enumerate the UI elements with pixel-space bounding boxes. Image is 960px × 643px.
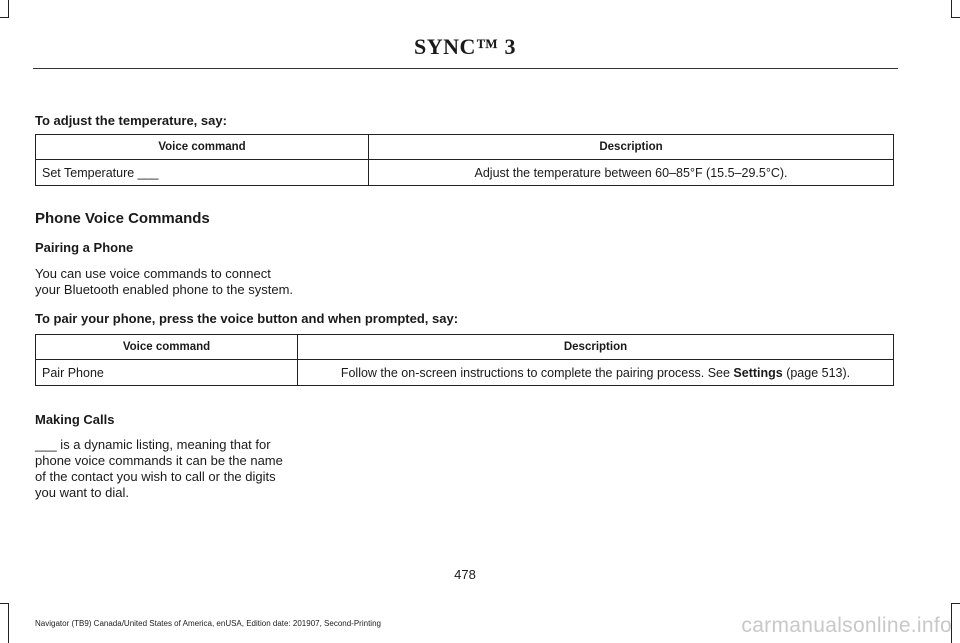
page-reference: (page 513). bbox=[782, 365, 851, 380]
crop-mark-top-left-v bbox=[8, 0, 9, 18]
calls-text-line-2: phone voice commands it can be the name bbox=[35, 453, 283, 468]
subheading-pairing: Pairing a Phone bbox=[35, 240, 134, 255]
pairing-text-line-1: You can use voice commands to connect bbox=[35, 266, 271, 281]
header-rule bbox=[33, 68, 898, 69]
temperature-command-table bbox=[35, 134, 894, 186]
column-header-voice-command: Voice command bbox=[36, 135, 369, 160]
crop-mark-bottom-right-h bbox=[951, 603, 960, 604]
crop-mark-top-right-v bbox=[951, 0, 952, 18]
crop-mark-top-right-h bbox=[951, 17, 960, 18]
column-header-description: Description bbox=[369, 135, 894, 160]
table-row bbox=[36, 160, 894, 186]
calls-text-line-3: of the contact you wish to call or the digits bbox=[35, 469, 276, 484]
calls-text-line-4: you want to dial. bbox=[35, 485, 129, 500]
page-header-title: SYNC™ 3 bbox=[414, 34, 516, 59]
crop-mark-bottom-left-v bbox=[8, 603, 9, 643]
pairing-text-line-2: your Bluetooth enabled phone to the system. bbox=[35, 282, 294, 297]
footer-edition-info: Navigator (TB9) Canada/United States of America, enUSA, Edition date: 201907, Second-Printing bbox=[35, 619, 381, 628]
pair-phone-command-table bbox=[35, 334, 894, 386]
table-row bbox=[36, 360, 894, 386]
column-header-description: Description bbox=[298, 335, 894, 360]
description-cell: Adjust the temperature between 60–85°F (15.5–29.5°C). bbox=[369, 160, 894, 186]
table-header-row bbox=[36, 135, 894, 160]
page-number: 478 bbox=[454, 567, 476, 582]
calls-text-line-1: ___ is a dynamic listing, meaning that for bbox=[35, 437, 271, 452]
voice-command-cell: Set Temperature ___ bbox=[36, 160, 369, 186]
watermark-logo: carmanualsonline.info bbox=[741, 614, 952, 637]
settings-reference-link[interactable]: Settings bbox=[733, 365, 783, 380]
voice-command-cell: Pair Phone bbox=[36, 360, 298, 386]
description-cell bbox=[298, 360, 894, 386]
description-text: Follow the on-screen instructions to complete the pairing process. See bbox=[340, 365, 734, 380]
crop-mark-top-left-h bbox=[0, 17, 9, 18]
subheading-making-calls: Making Calls bbox=[35, 412, 115, 427]
column-header-voice-command: Voice command bbox=[36, 335, 298, 360]
section-heading-phone: Phone Voice Commands bbox=[35, 210, 210, 227]
crop-mark-bottom-left-h bbox=[0, 603, 9, 604]
pair-intro: To pair your phone, press the voice button and when prompted, say: bbox=[35, 311, 459, 326]
temperature-intro: To adjust the temperature, say: bbox=[35, 113, 227, 128]
table-header-row bbox=[36, 335, 894, 360]
